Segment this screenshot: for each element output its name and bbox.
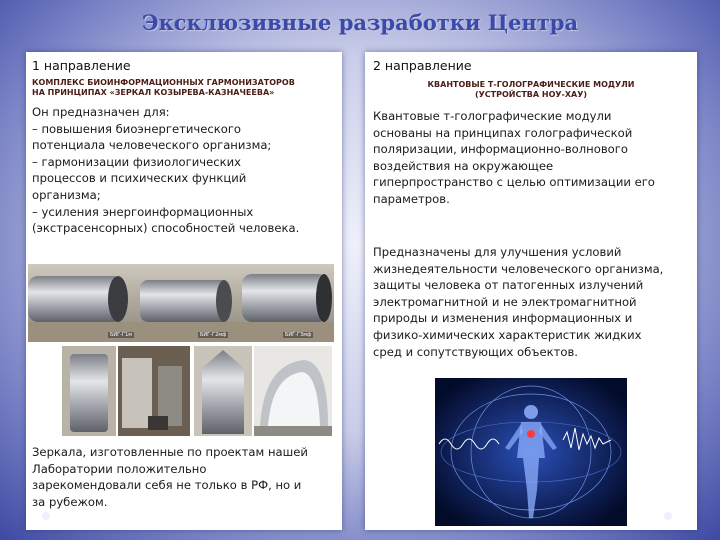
dome-mirror-photo xyxy=(254,346,332,436)
page-title: Эксклюзивные разработки Центра xyxy=(141,10,579,35)
photo-label-1: БИГ-Г1м xyxy=(110,332,133,338)
direction-2-caps-line1: КВАНТОВЫЕ Т-ГОЛОГРАФИЧЕСКИЕ МОДУЛИ xyxy=(427,80,635,89)
mirror-cylinder-photo-1 xyxy=(62,346,116,436)
direction-2-purpose: Предназначены для улучшения условий жизнедеятельности человеческого организма, защиты человека от патогенных излучений электромагнитной и не электромагнитной природы и изменения информационных и физико-химических характеристик жидких сред и сопутствующих объектов. xyxy=(373,245,664,359)
direction-1-heading: 1 направление xyxy=(32,58,131,73)
direction-2-heading: 2 направление xyxy=(373,58,472,73)
human-hologram-illustration xyxy=(435,378,627,526)
direction-1-caps-line2: НА ПРИНЦИПАХ «ЗЕРКАЛ КОЗЫРЕВА-КАЗНАЧЕЕВА» xyxy=(32,88,275,97)
decorative-dot-left xyxy=(42,512,50,520)
lab-room-photo xyxy=(118,346,190,436)
direction-1-description: Он предназначен для: – повышения биоэнергетического потенциала человеческого организма; – гармонизации физиологических процессов и психических функций организма; – усиления энергоинформационных (экстрасенсорных) способностей человека. xyxy=(32,105,300,236)
direction-1-caps-line1: КОМПЛЕКС БИОИНФОРМАЦИОННЫХ ГАРМОНИЗАТОРОВ xyxy=(32,78,295,87)
direction-1-panel xyxy=(26,52,342,530)
direction-1-caption: Зеркала, изготовленные по проектам нашей Лаборатории положительно зарекомендовали себя не только в РФ, но и за рубежом. xyxy=(32,445,308,509)
mirror-cylinder-photo-2 xyxy=(194,346,252,436)
decorative-dot-right xyxy=(664,512,672,520)
photo-label-2: БИГ-Г2мф xyxy=(200,332,227,338)
photo-label-3: БИГ-Г3мф xyxy=(285,332,312,338)
direction-2-caps-line2: (УСТРОЙСТВА НОУ-ХАУ) xyxy=(474,90,588,99)
direction-2-description: Квантовые т-голографические модули основаны на принципах голографической поляризации, информационно-волнового воздействия на окружающее гиперпространство с целью оптимизации его параметров. xyxy=(373,109,655,206)
direction-2-panel xyxy=(365,52,697,530)
mirror-devices-photo xyxy=(28,264,334,342)
